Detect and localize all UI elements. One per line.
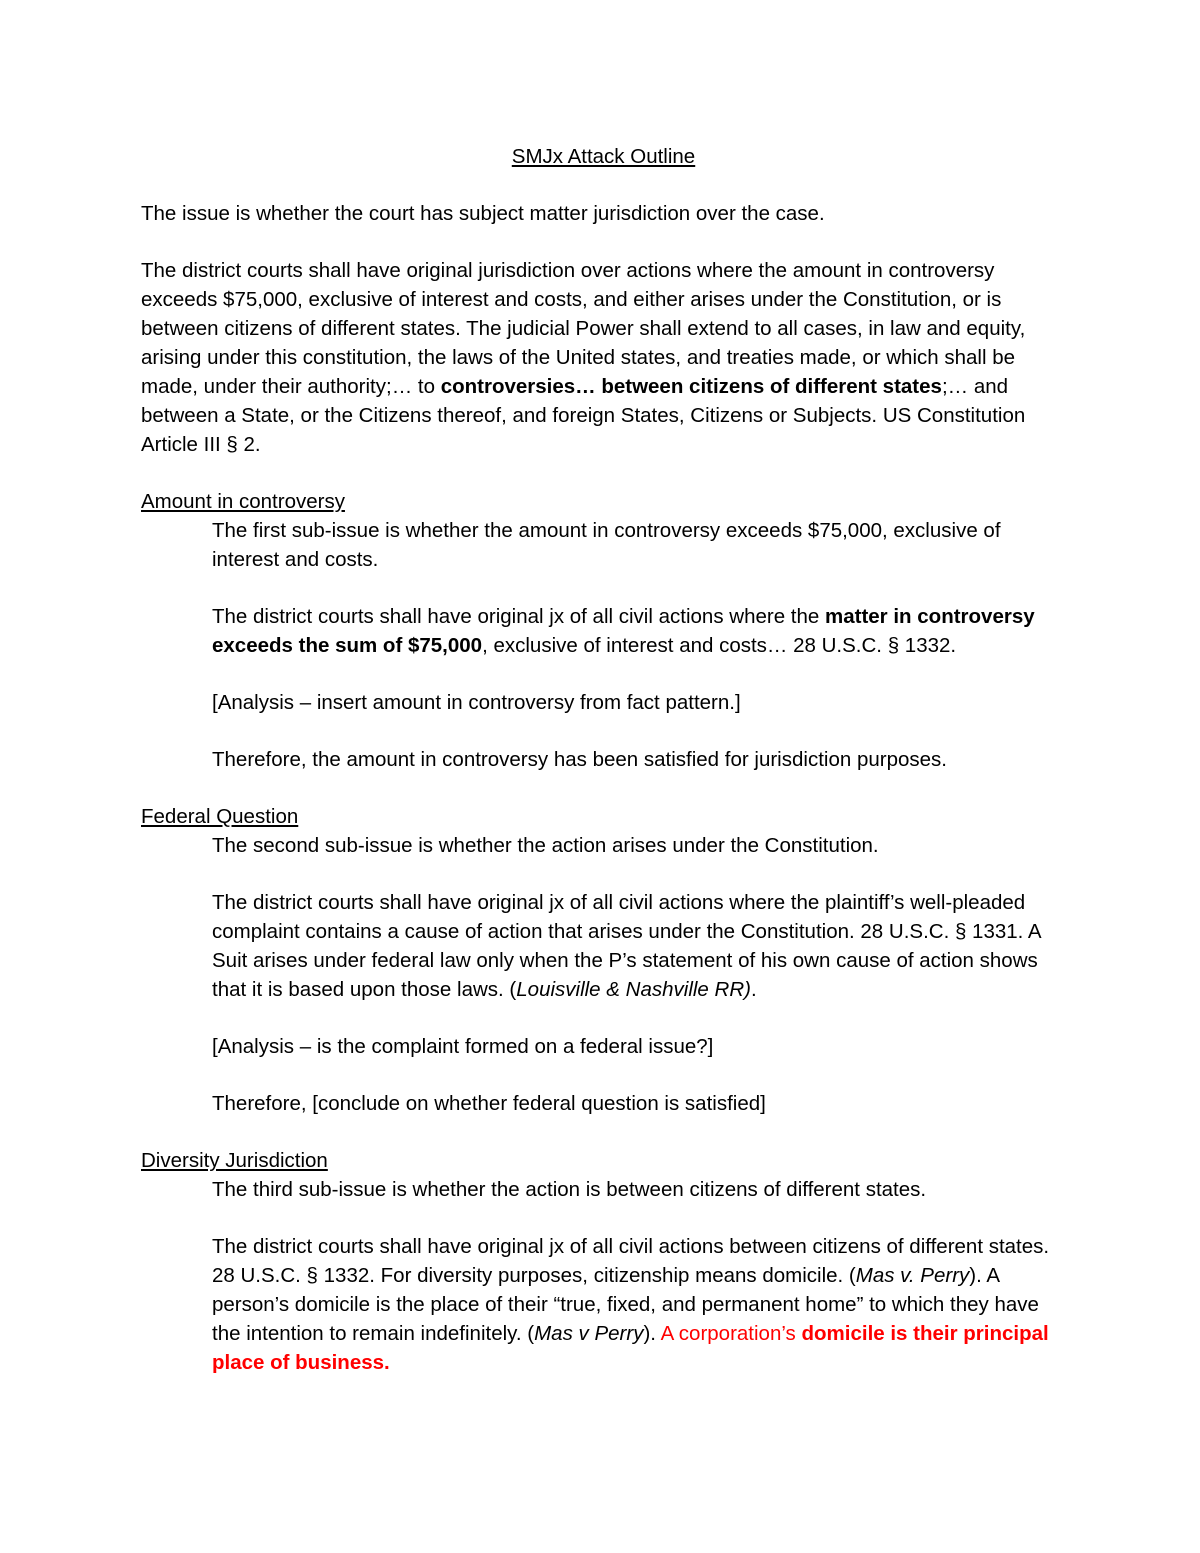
federal-rule-text-2: . <box>750 978 757 1001</box>
main-rule-bold: controversies… between citizens of different states <box>440 375 942 398</box>
amount-analysis: [Analysis – insert amount in controversy from fact pattern.] <box>212 691 741 714</box>
diversity-body <box>212 1175 1066 1377</box>
federal-rule-case: Louisville & Nashville RR) <box>516 978 751 1001</box>
diversity-rule <box>212 1232 1066 1377</box>
corporation-domicile-text: A corporation’s <box>660 1322 802 1345</box>
amount-conclusion: Therefore, the amount in controversy has been satisfied for jurisdiction purposes. <box>212 748 947 771</box>
diversity-case-2: Mas v Perry <box>534 1322 644 1345</box>
corporation-domicile-bold: domicile is their principal place of business. <box>212 1322 1049 1374</box>
diversity-subissue: The third sub-issue is whether the action is between citizens of different states. <box>212 1178 927 1201</box>
main-rule-paragraph <box>141 256 1066 459</box>
amount-subissue: The first sub-issue is whether the amount in controversy exceeds $75,000, exclusive of interest and costs. <box>212 519 1001 571</box>
federal-rule-text-1: The district courts shall have original jx of all civil actions where the plaintiff’s well-pleaded complaint contains a cause of action that arises under the Constitution. 28 U.S.C. § 1331. A Suit arises under federal law only when the P’s statement of his own cause of action shows that it is based upon those laws. ( <box>212 891 1041 1001</box>
section-diversity-jurisdiction <box>141 1146 1066 1377</box>
federal-subissue: The second sub-issue is whether the action arises under the Constitution. <box>212 834 879 857</box>
heading-federal-question: Federal Question <box>141 805 299 828</box>
main-rule-text-2: ;… and between a State, or the Citizens thereof, and foreign States, Citizens or Subjects. US Constitution Article III § 2. <box>141 375 1026 456</box>
diversity-case-1: Mas v. Perry <box>855 1264 970 1287</box>
federal-rule <box>212 888 1066 1004</box>
heading-diversity-jurisdiction: Diversity Jurisdiction <box>141 1149 328 1172</box>
section-amount-in-controversy <box>141 487 1066 774</box>
federal-analysis: [Analysis – is the complaint formed on a federal issue?] <box>212 1035 714 1058</box>
diversity-rule-text-1: The district courts shall have original jx of all civil actions between citizens of different states. 28 U.S.C. § 1332. For diversity purposes, citizenship means domicile. ( <box>212 1235 1050 1287</box>
amount-rule-text-1: The district courts shall have original jx of all civil actions where the <box>212 605 825 628</box>
federal-conclusion: Therefore, [conclude on whether federal question is satisfied] <box>212 1092 766 1115</box>
federal-body <box>212 831 1066 1118</box>
heading-amount-in-controversy: Amount in controversy <box>141 490 345 513</box>
main-rule-text-1: The district courts shall have original jurisdiction over actions where the amount in controversy exceeds $75,000, exclusive of interest and costs, and either arises under the Constitution, or is between citizens of different states. The judicial Power shall extend to all cases, in law and equity, arising under this constitution, the laws of the United states, and treaties made, or which shall be made, under their authority;… to <box>141 259 1026 398</box>
amount-rule-text-2: , exclusive of interest and costs… 28 U.S.C. § 1332. <box>482 634 957 657</box>
diversity-rule-text-2: ). A person’s domicile is the place of their “true, fixed, and permanent home” to which they have the intention to remain indefinitely. ( <box>212 1264 1039 1345</box>
diversity-rule-text-3: ). <box>643 1322 661 1345</box>
section-federal-question <box>141 802 1066 1118</box>
amount-rule-bold: matter in controversy exceeds the sum of $75,000 <box>212 605 1035 657</box>
document-page <box>141 142 1066 1405</box>
document-title: SMJx Attack Outline <box>511 145 696 168</box>
amount-rule <box>212 602 1066 660</box>
issue-statement: The issue is whether the court has subject matter jurisdiction over the case. <box>141 202 825 225</box>
amount-body <box>212 516 1066 774</box>
